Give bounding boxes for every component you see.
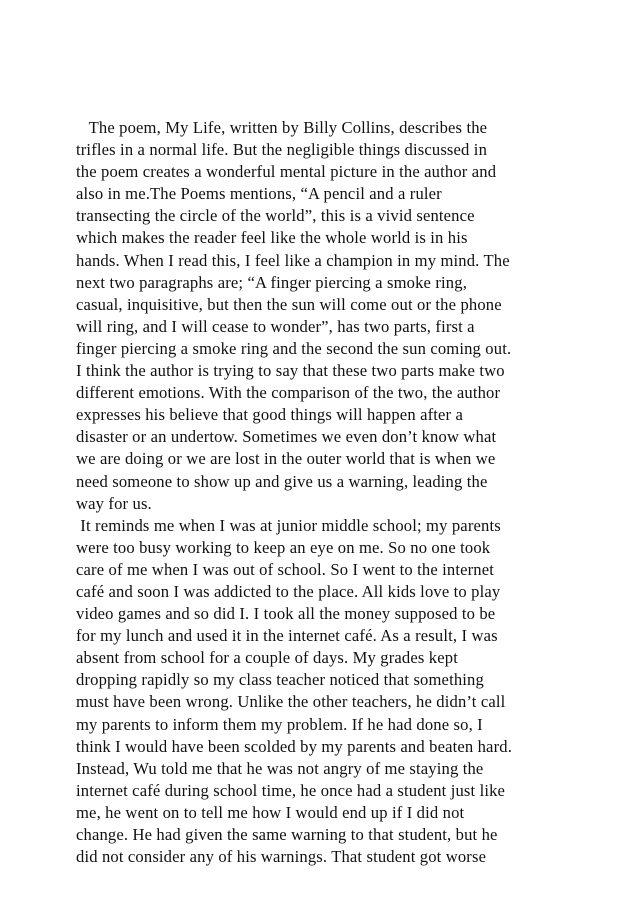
- text-line: will ring, and I will cease to wonder”, has two parts, first a: [76, 316, 475, 336]
- text-line: dropping rapidly so my class teacher noticed that something: [76, 670, 484, 690]
- text-line: trifles in a normal life. But the negligible things discussed in: [76, 140, 488, 160]
- text-line: absent from school for a couple of days. My grades kept: [76, 648, 458, 668]
- text-line: transecting the circle of the world”, this is a vivid sentence: [76, 206, 475, 226]
- text-line: think I would have been scolded by my parents and beaten hard.: [76, 736, 512, 756]
- essay-text: [76, 117, 636, 868]
- text-line: the poem creates a wonderful mental picture in the author and: [76, 162, 497, 182]
- text-line: finger piercing a smoke ring and the second the sun coming out.: [76, 338, 512, 358]
- text-line: disaster or an undertow. Sometimes we even don’t know what: [76, 427, 497, 447]
- text-line: casual, inquisitive, but then the sun will come out or the phone: [76, 294, 502, 314]
- text-line: expresses his believe that good things will happen after a: [76, 405, 464, 425]
- text-line: way for us.: [76, 493, 152, 513]
- text-line: video games and so did I. I took all the money supposed to be: [76, 604, 496, 624]
- text-line: change. He had given the same warning to that student, but he: [76, 825, 498, 844]
- text-line: next two paragraphs are; “A finger piercing a smoke ring,: [76, 272, 467, 292]
- text-line: hands. When I read this, I feel like a champion in my mind. The: [76, 250, 510, 270]
- text-line: Instead, Wu told me that he was not angry of me staying the: [76, 758, 484, 778]
- text-line: for my lunch and used it in the internet café. As a result, I was: [76, 626, 498, 646]
- text-line: internet café during school time, he once had a student just like: [76, 780, 506, 800]
- text-line: must have been wrong. Unlike the other teachers, he didn’t call: [76, 692, 506, 712]
- text-line: my parents to inform them my problem. If he had done so, I: [76, 714, 483, 734]
- text-line: different emotions. With the comparison of the two, the author: [76, 383, 501, 403]
- text-line: we are doing or we are lost in the outer world that is when we: [76, 449, 496, 469]
- text-line: need someone to show up and give us a warning, leading the: [76, 471, 488, 491]
- text-line: care of me when I was out of school. So I went to the internet: [76, 559, 495, 579]
- text-line: The poem, My Life, written by Billy Collins, describes the: [76, 118, 488, 137]
- text-line: which makes the reader feel like the whole world is in his: [76, 228, 468, 248]
- text-line: me, he went on to tell me how I would end up if I did not: [76, 802, 465, 822]
- text-line: were too busy working to keep an eye on me. So no one took: [76, 537, 491, 557]
- text-line: did not consider any of his warnings. That student got worse: [76, 847, 487, 867]
- text-line: café and soon I was addicted to the place. All kids love to play: [76, 581, 501, 601]
- text-line: It reminds me when I was at junior middle school; my parents: [76, 515, 501, 535]
- text-line: also in me.The Poems mentions, “A pencil and a ruler: [76, 184, 442, 204]
- text-line: I think the author is trying to say that these two parts make two: [76, 361, 505, 381]
